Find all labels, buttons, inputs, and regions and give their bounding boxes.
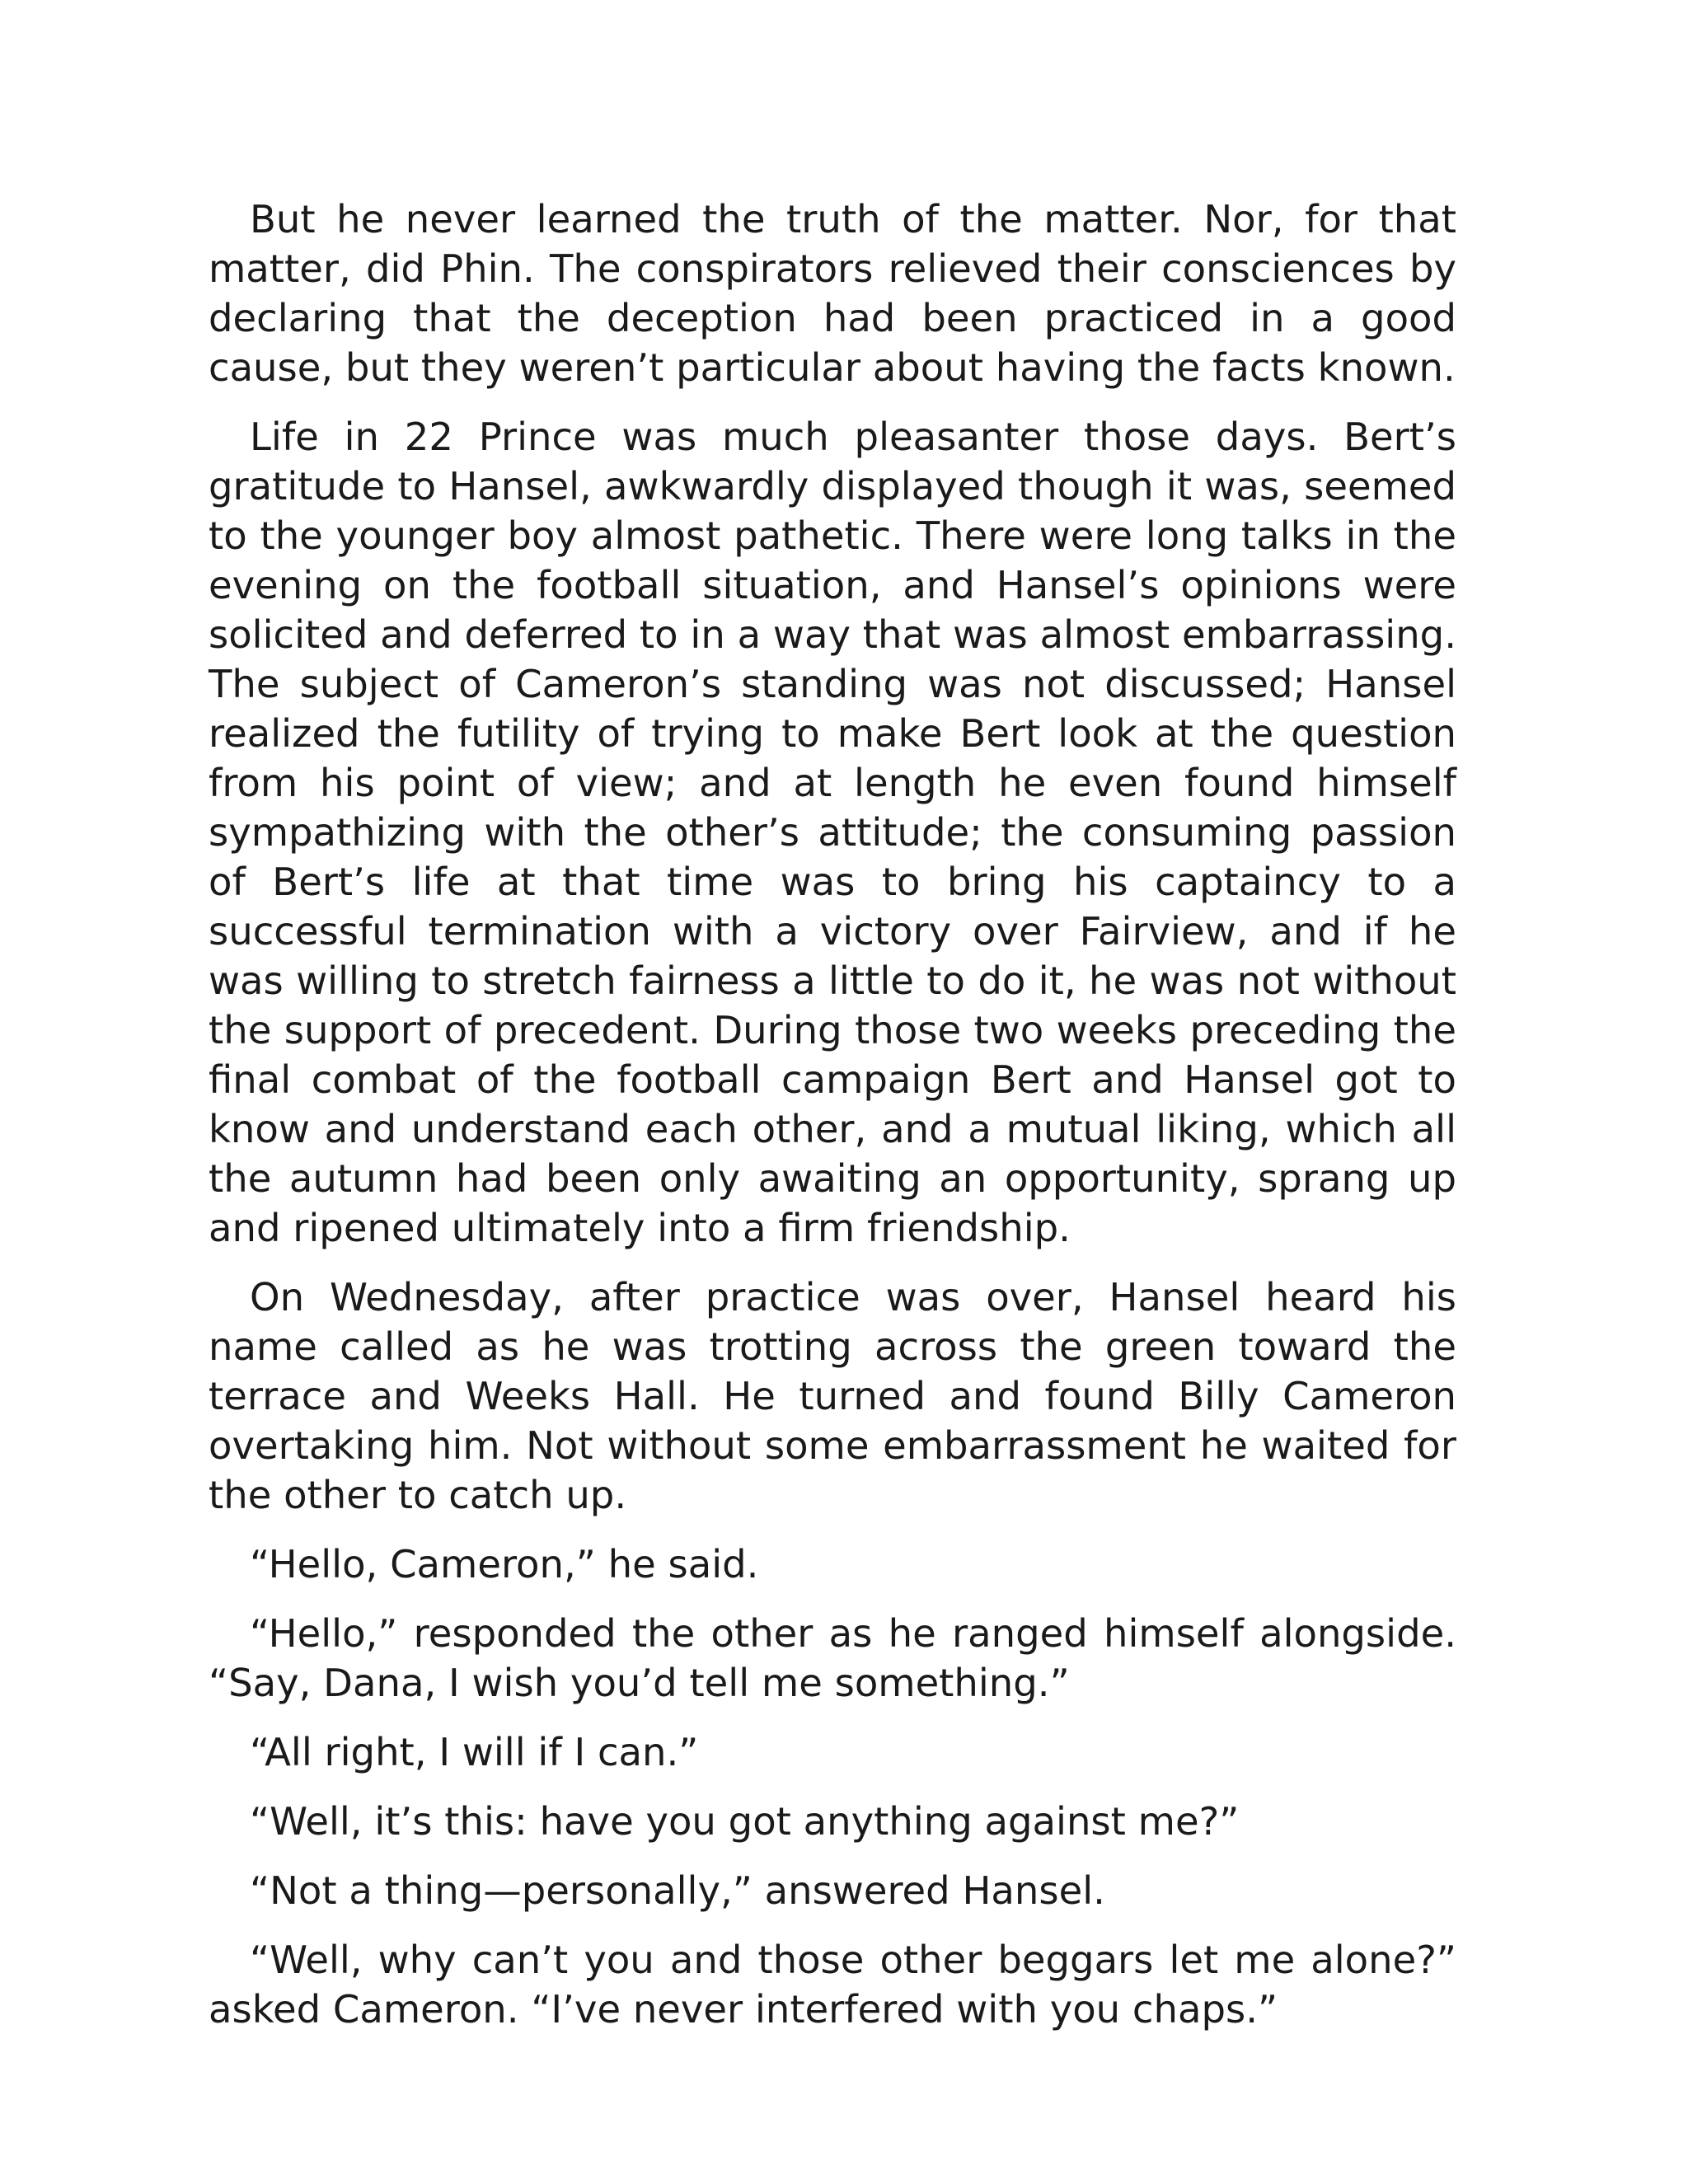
paragraph: “Hello,” responded the other as he ranged himself alongside. “Say, Dana, I wish you’d tell me something.” [209,1611,1456,1705]
paragraph: “Not a thing—personally,” answered Hansel. [250,1868,1105,1913]
page-body [209,194,1456,2054]
paragraph: “Well, why can’t you and those other beggars let me alone?” asked Cameron. “I’ve never interfered with you chaps.” [209,1938,1456,2032]
paragraph: On Wednesday, after practice was over, Hansel heard his name called as he was trotting across the green toward the terrace and Weeks Hall. He turned and found Billy Cameron overtaking him. Not without some embarrassment he waited for the other to catch up. [209,1275,1456,1517]
paragraph: Life in 22 Prince was much pleasanter those days. Bert’s gratitude to Hansel, awkwardly displayed though it was, seemed to the younger boy almost pathetic. There were long talks in the evening on the football situation, and Hansel’s opinions were solicited and deferred to in a way that was almost embarrassing. The subject of Cameron’s standing was not discussed; Hansel realized the futility of trying to make Bert look at the question from his point of view; and at length he even found himself sympathizing with the other’s attitude; the consuming passion of Bert’s life at that time was to bring his captaincy to a successful termination with a victory over Fairview, and if he was willing to stretch fairness a little to do it, he was not without the support of precedent. During those two weeks preceding the final combat of the football campaign Bert and Hansel got to know and understand each other, and a mutual liking, which all the autumn had been only awaiting an opportunity, sprang up and ripened ultimately into a firm friendship. [209,415,1456,1250]
paragraph: “All right, I will if I can.” [250,1730,699,1774]
paragraph: “Well, it’s this: have you got anything against me?” [250,1799,1240,1844]
paragraph: But he never learned the truth of the matter. Nor, for that matter, did Phin. The conspirators relieved their consciences by declaring that the deception had been practiced in a good cause, but they weren’t particular about having the facts known. [209,197,1456,390]
paragraph: “Hello, Cameron,” he said. [250,1542,759,1586]
